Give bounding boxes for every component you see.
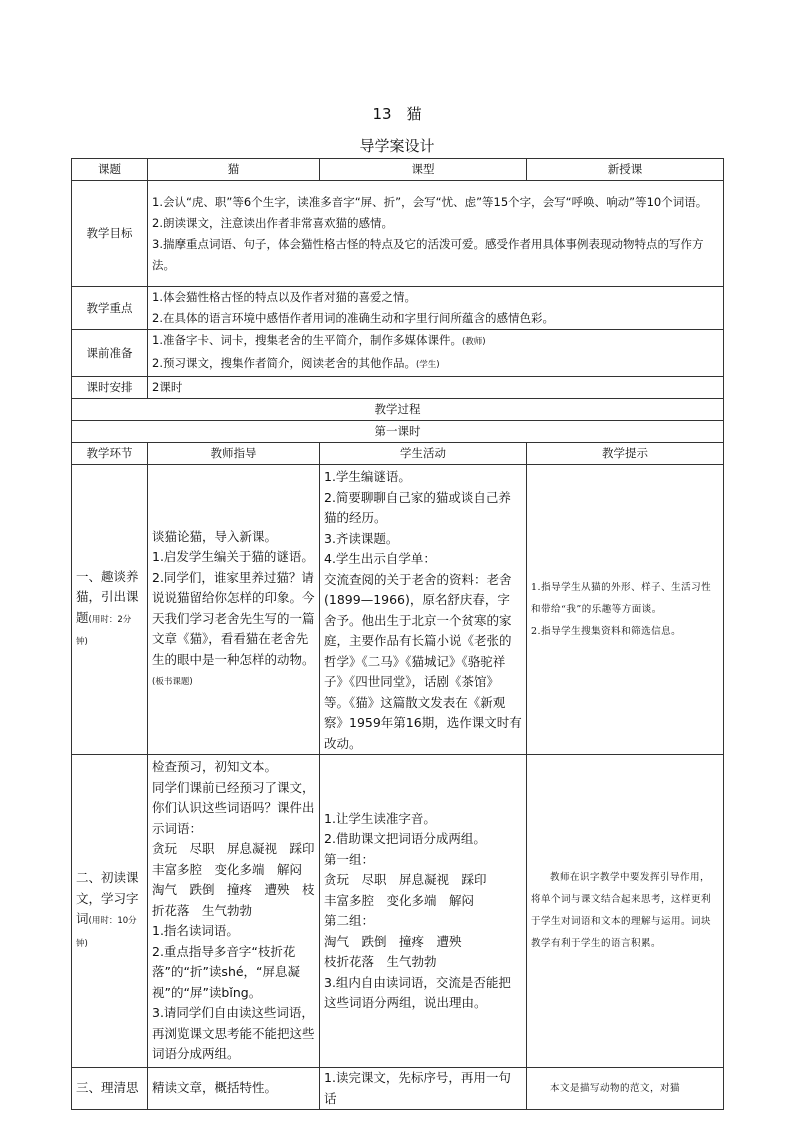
topic-value: 猫 bbox=[148, 159, 320, 181]
stage-cell: 一、趣谈养猫，引出课题(用时：2分钟) bbox=[72, 465, 148, 755]
prep-item: 1.准备字卡、词卡，搜集老舍的生平简介，制作多媒体课件。(教师) bbox=[152, 333, 486, 347]
key-label: 教学重点 bbox=[72, 287, 148, 330]
process-title: 教学过程 bbox=[72, 399, 724, 421]
period-row bbox=[72, 421, 724, 443]
prep-row bbox=[72, 330, 724, 377]
teacher-note: (板书课题) bbox=[152, 677, 193, 687]
tips-cell: 本文是描写动物的范文，对猫 bbox=[527, 1068, 724, 1110]
schedule-value: 2课时 bbox=[148, 377, 724, 399]
key-point-item: 2.在具体的语言环境中感悟作者用词的准确生动和字里行间所蕴含的感情色彩。 bbox=[152, 311, 554, 325]
tips-cell: 教师在识字教学中要发挥引导作用，将单个词与课文结合起来思考，这样更利于学生对词语和文本的理解与运用。词块教学有利于学生的语言积累。 bbox=[527, 755, 724, 1068]
prep-item: 2.预习课文，搜集作者简介，阅读老舍的其他作品。(学生) bbox=[152, 356, 440, 370]
process-title-row bbox=[72, 399, 724, 421]
schedule-row bbox=[72, 377, 724, 399]
key-points-row bbox=[72, 287, 724, 330]
schedule-label: 课时安排 bbox=[72, 377, 148, 399]
student-cell: 1.学生编谜语。 2.简要聊聊自己家的猫或谈自己养猫的经历。 3.齐读课题。 4.学生出示自学单： 交流查阅的关于老舍的资料：老舍(1899—1966)，原名舒庆春，字舍予。他出生于北京一个贫寒的家庭，主要作品有长篇小说《老张的哲学》《二马》《猫城记》《骆驼祥子》《四世同堂》，话剧《茶馆》等。《猫》这篇散文发表在《新观察》1959年第16期，选作课文时有改动。 bbox=[320, 465, 527, 755]
type-label: 课型 bbox=[320, 159, 527, 181]
goal-item: 1.会认“虎、职”等6个生字，读准多音字“屏、折”，会写“忧、虑”等15个字，会写“呼唤、响动”等10个词语。 bbox=[152, 194, 708, 209]
teacher-cell: 精读文章，概括特性。 bbox=[148, 1068, 320, 1110]
stage-cell: 二、初读课文，学习字词(用时：10分钟) bbox=[72, 755, 148, 1068]
column-header: 教学环节 bbox=[72, 443, 148, 465]
topic-row bbox=[72, 159, 724, 181]
teacher-cell: 检查预习，初知文本。 同学们课前已经预习了课文，你们认识这些词语吗？课件出示词语： 贪玩 尽职 屏息凝视 踩印 丰富多腔 变化多端 解闷 淘气 跌倒 撞疼 遭殃 枝折花落 生气勃勃 1.指名读词语。 2.重点指导多音字“枝折花落”的“折”读shé，“屏息凝视”的“屏”读bǐng。 3.请同学们自由读这些词语，再浏览课文思考能不能把这些词语分成两组。 bbox=[148, 755, 320, 1068]
stage-note: (用时：10分钟) bbox=[76, 916, 137, 949]
goal-item: 3.揣摩重点词语、句子，体会猫性格古怪的特点及它的活泼可爱。感受作者用具体事例表现动物特点的写作方法。 bbox=[152, 236, 704, 272]
type-value: 新授课 bbox=[527, 159, 724, 181]
key-content bbox=[148, 287, 724, 330]
goals-content bbox=[148, 181, 724, 287]
process-row bbox=[72, 1068, 724, 1110]
teacher-cell: 谈猫论猫，导入新课。 1.启发学生编关于猫的谜语。 2.同学们，谁家里养过猫？请说说猫留给你怎样的印象。今天我们学习老舍先生写的一篇文章《猫》，看看猫在老舍先生的眼中是一种怎样的动物。(板书课题) bbox=[148, 465, 320, 755]
document-subtitle: 导学案设计 bbox=[359, 137, 435, 155]
prep-label: 课前准备 bbox=[72, 330, 148, 377]
prep-note: (教师) bbox=[461, 337, 486, 347]
column-header: 教学提示 bbox=[527, 443, 724, 465]
prep-note: (学生) bbox=[415, 360, 440, 370]
goals-label: 教学目标 bbox=[72, 181, 148, 287]
process-header-row bbox=[72, 443, 724, 465]
tips-cell: 1.指导学生从猫的外形、样子、生活习性和带给“我”的乐趣等方面谈。 2.指导学生搜集资料和筛选信息。 bbox=[527, 465, 724, 755]
lesson-title: 13 猫 bbox=[372, 105, 422, 123]
student-cell: 1.读完课文，先标序号，再用一句话 bbox=[320, 1068, 527, 1110]
key-point-item: 1.体会猫性格古怪的特点以及作者对猫的喜爱之情。 bbox=[152, 290, 416, 304]
column-header: 教师指导 bbox=[148, 443, 320, 465]
topic-label: 课题 bbox=[72, 159, 148, 181]
goals-row bbox=[72, 181, 724, 287]
stage-note: (用时：2分钟) bbox=[76, 614, 132, 647]
stage-cell: 三、理清思 bbox=[72, 1068, 148, 1110]
process-row bbox=[72, 755, 724, 1068]
process-row bbox=[72, 465, 724, 755]
prep-content bbox=[148, 330, 724, 377]
lesson-plan-table bbox=[71, 158, 724, 1110]
student-cell: 1.让学生读准字音。 2.借助课文把词语分成两组。 第一组： 贪玩 尽职 屏息凝视 踩印 丰富多腔 变化多端 解闷 第二组： 淘气 跌倒 撞疼 遭殃 枝折花落 生气勃勃 3.组内自由读词语，交流是否能把这些词语分两组，说出理由。 bbox=[320, 755, 527, 1068]
period-title: 第一课时 bbox=[72, 421, 724, 443]
goal-item: 2.朗读课文，注意读出作者非常喜欢猫的感情。 bbox=[152, 215, 393, 230]
column-header: 学生活动 bbox=[320, 443, 527, 465]
